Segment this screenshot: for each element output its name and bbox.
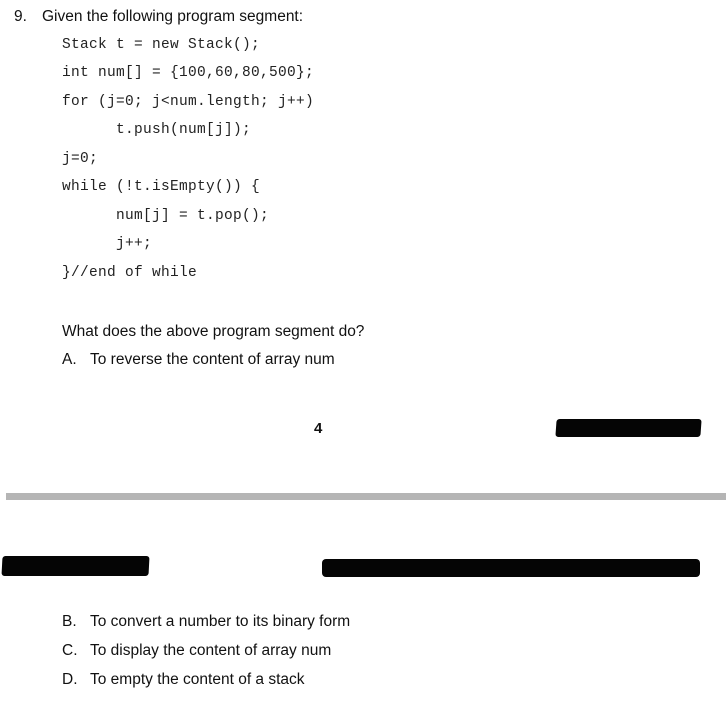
option-b	[62, 613, 350, 631]
code-line: t.push(num[j]);	[116, 122, 252, 138]
code-line: int num[] = {100,60,80,500};	[62, 65, 315, 81]
option-a	[62, 351, 335, 369]
code-line: j=0;	[62, 151, 99, 167]
option-text: To convert a number to its binary form	[90, 613, 351, 630]
redaction-mark	[555, 419, 701, 437]
code-line: for (j=0; j<num.length; j++)	[62, 94, 315, 110]
option-letter: C.	[62, 642, 78, 659]
option-text: To reverse the content of array num	[90, 351, 335, 368]
question-number: 9.	[14, 8, 27, 25]
code-line: num[j] = t.pop();	[116, 208, 270, 224]
option-d	[62, 671, 305, 689]
redaction-mark	[322, 559, 700, 577]
option-text: To display the content of array num	[90, 642, 332, 659]
code-line: while (!t.isEmpty()) {	[62, 179, 261, 195]
redaction-mark	[1, 556, 149, 576]
option-c	[62, 642, 331, 660]
code-line: Stack t = new Stack();	[62, 37, 261, 53]
code-line: }//end of while	[62, 265, 198, 281]
page-divider	[6, 493, 726, 500]
option-letter: B.	[62, 613, 77, 630]
question-text: What does the above program segment do?	[62, 323, 365, 340]
option-letter: A.	[62, 351, 77, 368]
option-text: To empty the content of a stack	[90, 671, 305, 688]
code-line: j++;	[116, 236, 153, 252]
option-letter: D.	[62, 671, 78, 688]
page-number: 4	[314, 420, 323, 437]
question-prompt: Given the following program segment:	[42, 8, 304, 25]
